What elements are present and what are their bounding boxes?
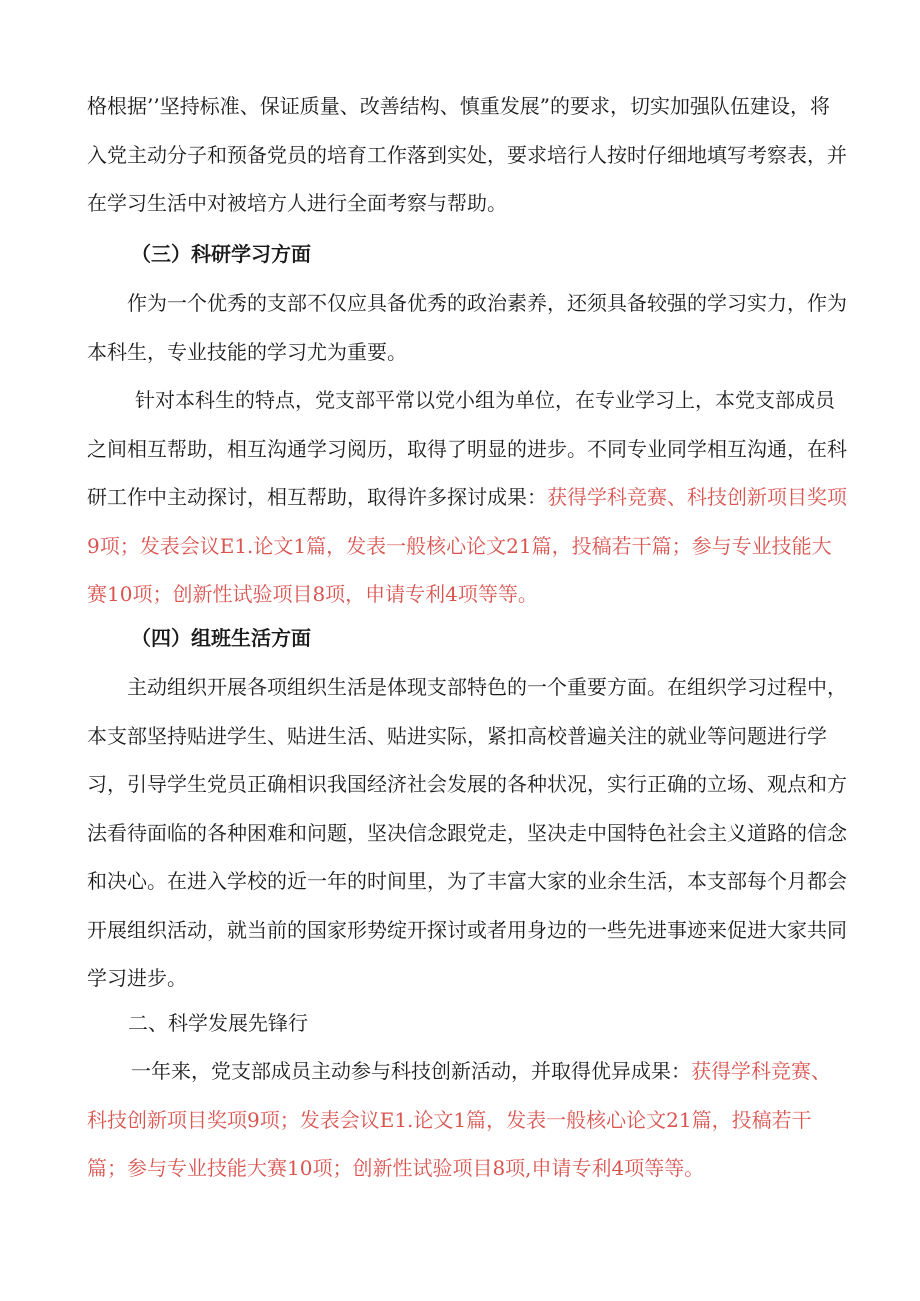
paragraph-organization-life: 主动组织开展各项组织生活是体现支部特色的一个重要方面。在组织学习过程中，本支部坚持贴进学生、贴进生活、贴进实际，紧扣高校普遍关注的就业等问题进行学习，引导学生党员正确相识我国经济社会发展的各种状况，实行正确的立场、观点和方法看待面临的各种困难和问题，坚决信念跟党走，坚决走中国特色社会主义道路的信念和决心。在进入学校的近一年的时间里，为了丰富大家的业余生活，本支部每个月都会开展组织活动，就当前的国家形势绽开探讨或者用身边的一些先进事迹来促进大家共同学习进步。 [87,675,847,990]
innovation-text: 一年来，党支部成员主动参与科技创新活动，并取得优异成果： [131,1059,691,1083]
research-text: 针对本科生的特点，党支部平常以党小组为单位，在专业学习上，本党支部成员之间相互帮助，相互沟通学习阅历，取得了明显的进步。不同专业同学相互沟通，在科研工作中主动探讨，相互帮助，取得许多探讨成果： [87,388,847,509]
research-achievements-highlight: 获得学科竞赛、科技创新项目奖项9项；发表会议E1.论文1篇，发表一般核心论文21篇，投稿若干篇；参与专业技能大赛10项；创新性试验项目8项，申请专利4项等等。 [87,485,847,606]
paragraph-undergrad-research [87,376,847,619]
paragraph-party-building: 格根据’’坚持标准、保证质量、改善结构、慎重发展”的要求，切实加强队伍建设，将入党主动分子和预备党员的培育工作落到实处，要求培行人按时仔细地填写考察表，并在学习生活中对被培方人进行全面考察与帮助。 [87,94,847,215]
heading-research-study: （三）科研学习方面 [131,242,311,266]
paragraph-branch-excellence: 作为一个优秀的支部不仅应具备优秀的政治素养，还须具备较强的学习实力，作为本科生，专业技能的学习尤为重要。 [87,291,847,364]
heading-group-life: （四）组班生活方面 [131,626,311,650]
innovation-achievements-highlight: 获得学科竞赛、科技创新项目奖项9项；发表会议E1.论文1篇，发表一般核心论文21篇，投稿若干篇；参与专业技能大赛10项；创新性试验项目8项,申请专利4项等等。 [87,1059,831,1180]
paragraph-innovation-results [87,1047,847,1193]
heading-science-pioneer: 二、科学发展先锋行 [128,1011,308,1035]
